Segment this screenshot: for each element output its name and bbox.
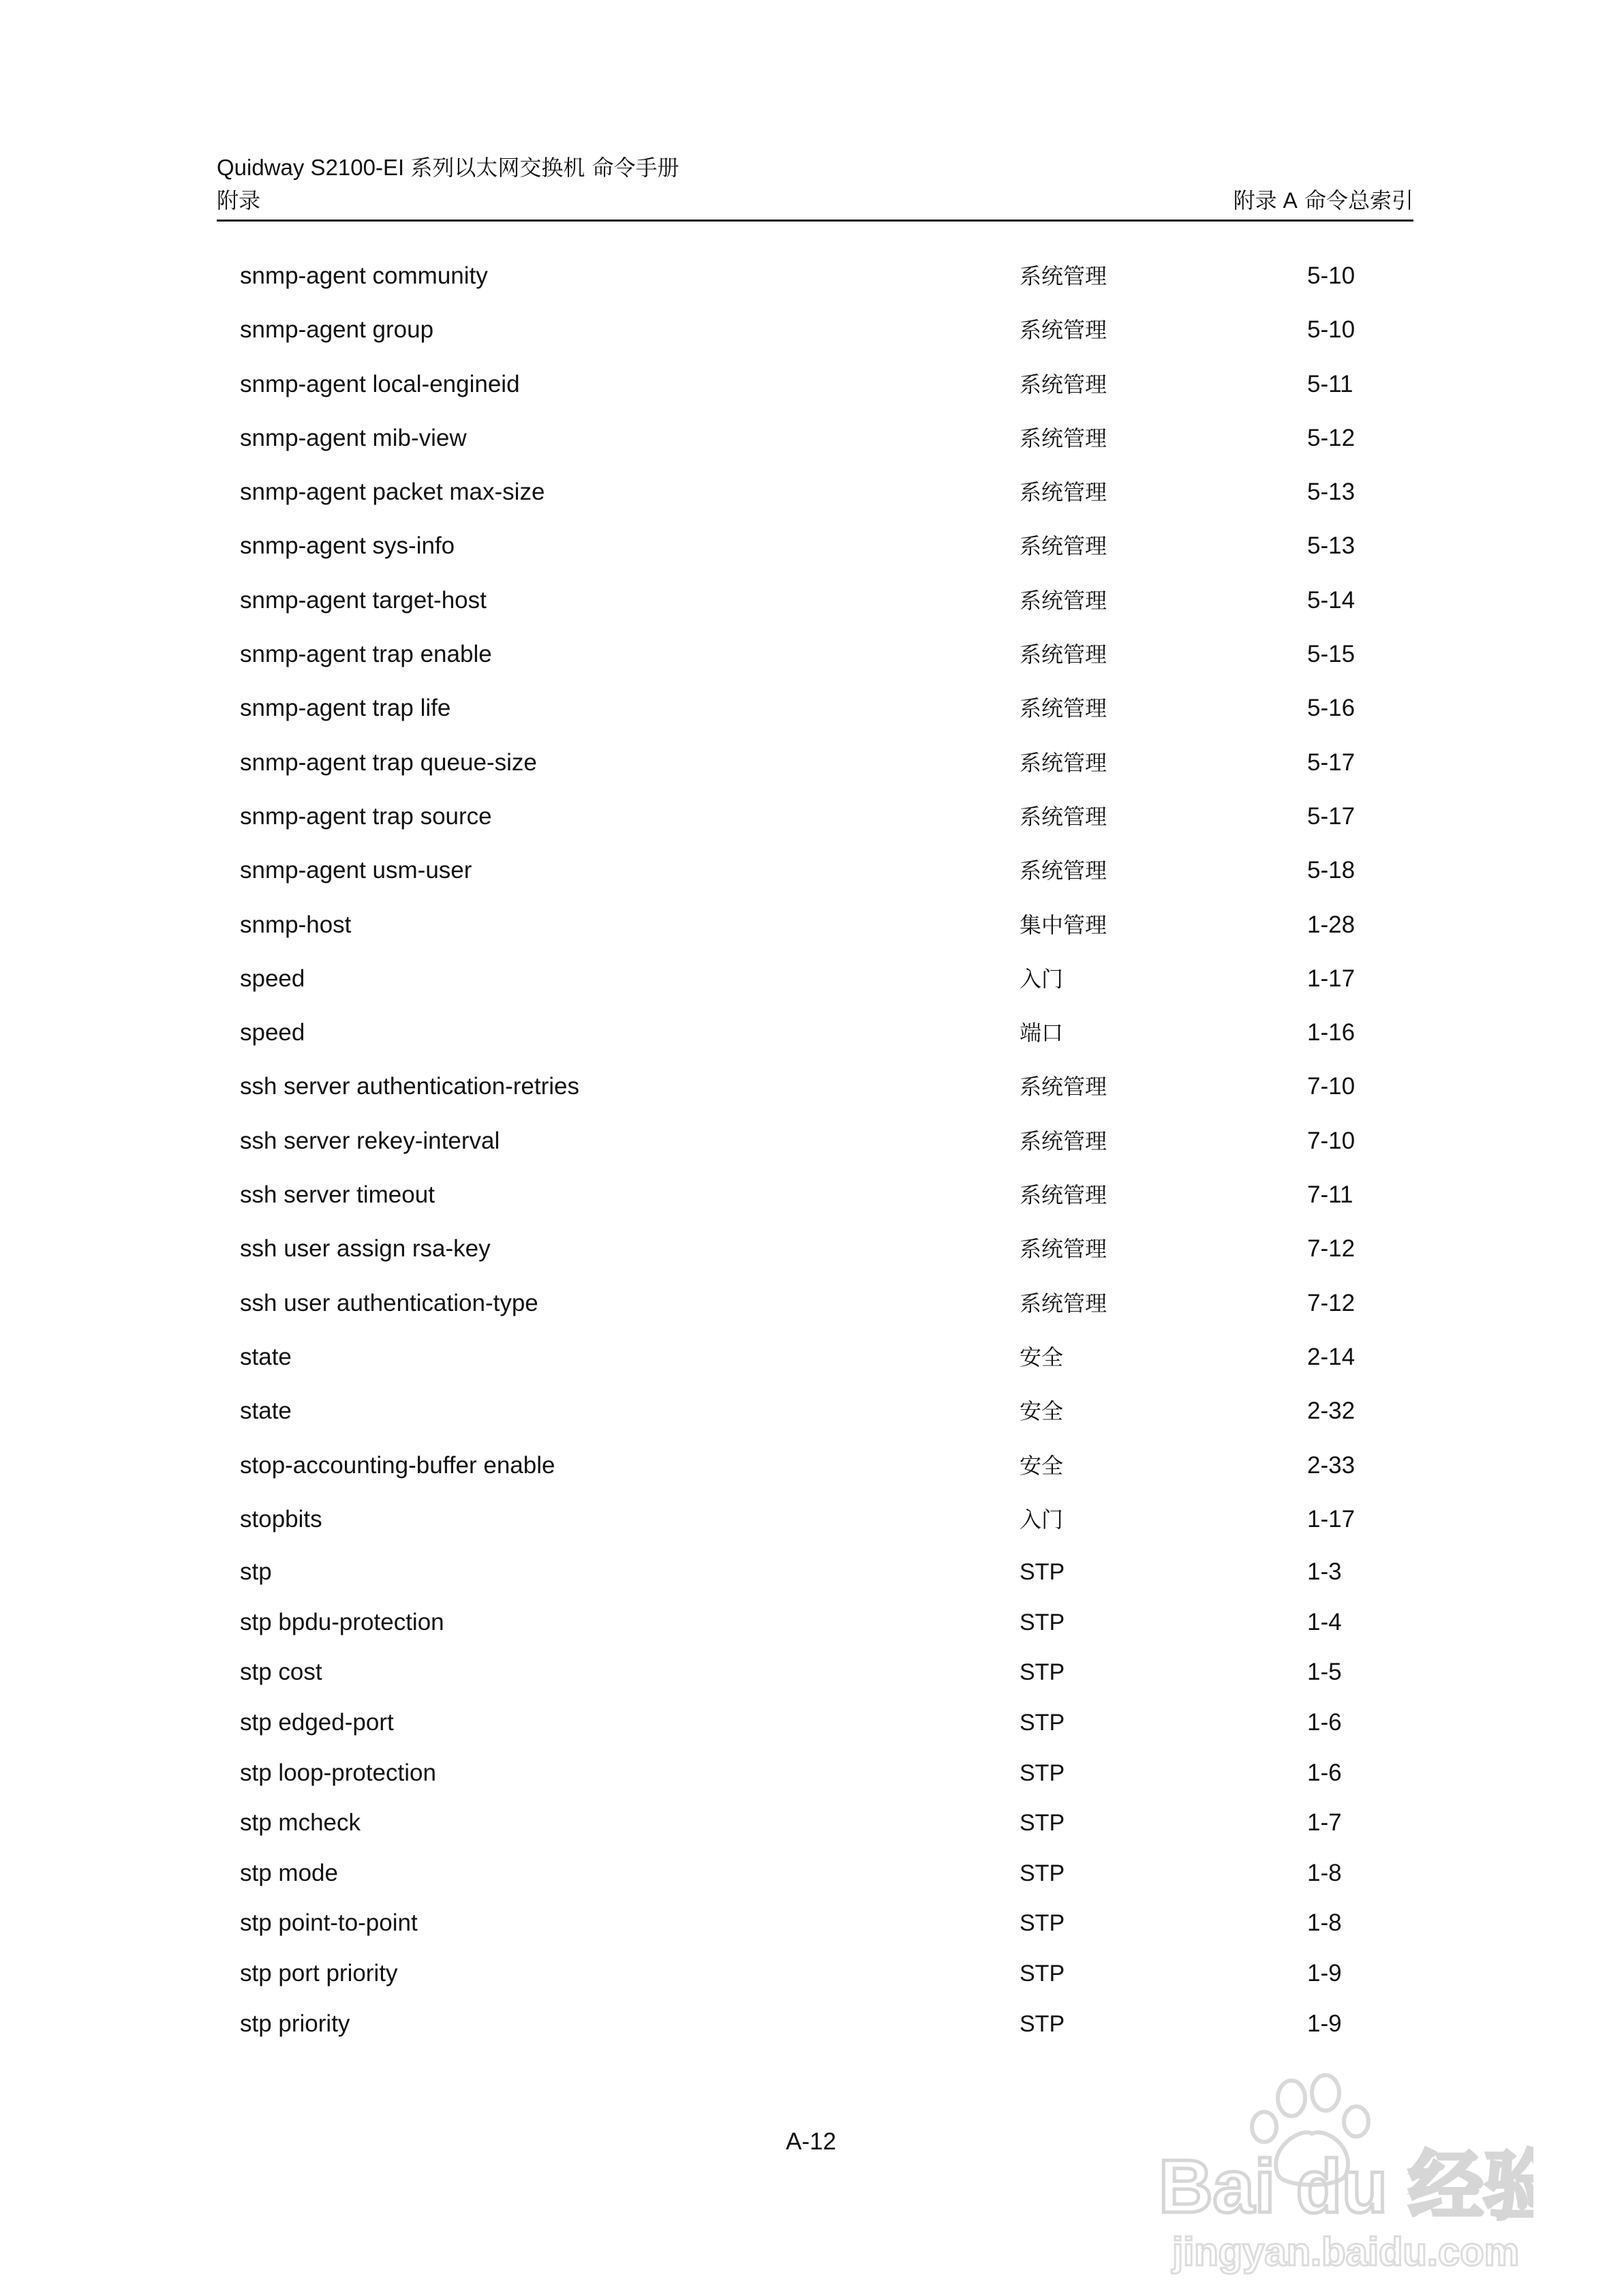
command-category: 端口 bbox=[1020, 1020, 1064, 1046]
command-category: 系统管理 bbox=[1020, 1236, 1107, 1262]
table-row bbox=[240, 1655, 1398, 1689]
command-category: 系统管理 bbox=[1020, 1182, 1107, 1208]
command-category: 系统管理 bbox=[1020, 1290, 1107, 1316]
page-reference: 5-10 bbox=[1307, 316, 1356, 343]
command-name: ssh server authentication-retries bbox=[240, 1073, 579, 1100]
table-row bbox=[240, 1394, 1398, 1428]
command-category: 系统管理 bbox=[1020, 372, 1107, 397]
command-category: 系统管理 bbox=[1020, 263, 1107, 289]
command-category: STP bbox=[1020, 2011, 1065, 2037]
table-row bbox=[240, 1555, 1398, 1589]
command-name: speed bbox=[240, 1019, 305, 1046]
page-reference: 1-3 bbox=[1307, 1558, 1342, 1585]
command-name: snmp-agent trap source bbox=[240, 803, 492, 830]
command-name: ssh server rekey-interval bbox=[240, 1128, 500, 1154]
command-category: 集中管理 bbox=[1020, 912, 1107, 938]
page-number: A-12 bbox=[786, 2128, 836, 2155]
page-reference: 7-10 bbox=[1307, 1073, 1356, 1100]
table-row bbox=[240, 1806, 1398, 1840]
page-reference: 1-17 bbox=[1307, 965, 1356, 992]
table-row bbox=[240, 313, 1398, 347]
command-name: stp bpdu-protection bbox=[240, 1609, 444, 1635]
command-name: snmp-agent sys-info bbox=[240, 532, 455, 559]
command-category: 安全 bbox=[1020, 1453, 1064, 1479]
command-category: STP bbox=[1020, 1559, 1065, 1585]
command-category: STP bbox=[1020, 1760, 1065, 1786]
page-reference: 1-9 bbox=[1307, 1960, 1342, 1987]
page-header bbox=[217, 154, 1413, 222]
baidu-jingyan-watermark bbox=[1152, 2072, 1533, 2277]
page-reference: 5-13 bbox=[1307, 479, 1356, 505]
command-name: snmp-agent group bbox=[240, 316, 434, 343]
page-reference: 1-4 bbox=[1307, 1609, 1342, 1635]
page-reference: 5-17 bbox=[1307, 749, 1356, 776]
baidu-paw-logo bbox=[1152, 2072, 1533, 2277]
command-category: STP bbox=[1020, 1961, 1065, 1987]
command-category: STP bbox=[1020, 1659, 1065, 1685]
table-row bbox=[240, 1449, 1398, 1483]
command-name: snmp-agent usm-user bbox=[240, 857, 472, 883]
command-name: state bbox=[240, 1398, 292, 1424]
page-reference: 1-8 bbox=[1307, 1860, 1342, 1886]
table-row bbox=[240, 259, 1398, 293]
command-category: 安全 bbox=[1020, 1344, 1064, 1370]
table-row bbox=[240, 1706, 1398, 1740]
command-category: 入门 bbox=[1020, 1507, 1064, 1532]
page-reference: 7-12 bbox=[1307, 1290, 1356, 1316]
table-row bbox=[240, 584, 1398, 618]
page-reference: 2-14 bbox=[1307, 1344, 1356, 1370]
table-row bbox=[240, 1856, 1398, 1890]
table-row bbox=[240, 1286, 1398, 1320]
table-row bbox=[240, 962, 1398, 996]
watermark-brand: Bai du 经验 bbox=[1159, 2145, 1533, 2229]
page-reference: 1-28 bbox=[1307, 911, 1356, 938]
table-row bbox=[240, 1502, 1398, 1537]
command-category: STP bbox=[1020, 1860, 1065, 1886]
table-row bbox=[240, 421, 1398, 455]
command-name: stopbits bbox=[240, 1506, 322, 1532]
page-reference: 5-13 bbox=[1307, 532, 1356, 559]
command-name: ssh user authentication-type bbox=[240, 1290, 538, 1316]
page-reference: 2-32 bbox=[1307, 1398, 1356, 1424]
manual-title-cn: 系列以太网交换机 命令手册 bbox=[410, 155, 679, 181]
table-row bbox=[240, 475, 1398, 509]
appendix-name: 命令总索引 bbox=[1297, 187, 1413, 213]
command-category: STP bbox=[1020, 1710, 1065, 1736]
page-reference: 1-8 bbox=[1307, 1909, 1342, 1936]
command-category: 系统管理 bbox=[1020, 1128, 1107, 1154]
page-reference: 1-6 bbox=[1307, 1759, 1342, 1786]
command-name: stp priority bbox=[240, 2010, 350, 2037]
command-category: 系统管理 bbox=[1020, 479, 1107, 505]
command-name: ssh server timeout bbox=[240, 1181, 435, 1208]
command-name: speed bbox=[240, 965, 305, 992]
command-name: stp bbox=[240, 1558, 272, 1585]
watermark-url: jingyan.baidu.com bbox=[1172, 2230, 1520, 2274]
table-row bbox=[240, 1070, 1398, 1104]
table-row bbox=[240, 691, 1398, 725]
table-row bbox=[240, 746, 1398, 780]
command-category: 安全 bbox=[1020, 1398, 1064, 1424]
command-category: 系统管理 bbox=[1020, 750, 1107, 776]
page-reference: 1-7 bbox=[1307, 1809, 1342, 1836]
page-reference: 5-16 bbox=[1307, 695, 1356, 721]
command-name: stp point-to-point bbox=[240, 1909, 418, 1936]
command-category: STP bbox=[1020, 1610, 1065, 1635]
command-category: 系统管理 bbox=[1020, 804, 1107, 830]
table-row bbox=[240, 1605, 1398, 1640]
command-category: 系统管理 bbox=[1020, 588, 1107, 614]
command-name: snmp-host bbox=[240, 911, 352, 938]
table-row bbox=[240, 854, 1398, 888]
table-row bbox=[240, 908, 1398, 942]
command-name: snmp-agent trap enable bbox=[240, 641, 492, 667]
command-name: ssh user assign rsa-key bbox=[240, 1235, 491, 1262]
command-category: 入门 bbox=[1020, 966, 1064, 992]
manual-title-latin: Quidway S2100-EI bbox=[217, 155, 411, 180]
command-name: snmp-agent packet max-size bbox=[240, 479, 545, 505]
page-reference: 7-12 bbox=[1307, 1235, 1356, 1262]
page-reference: 5-11 bbox=[1307, 371, 1353, 397]
table-row bbox=[240, 529, 1398, 563]
command-name: stp mcheck bbox=[240, 1809, 361, 1836]
command-name: stp cost bbox=[240, 1659, 322, 1685]
table-row bbox=[240, 2007, 1398, 2041]
command-category: 系统管理 bbox=[1020, 425, 1107, 451]
command-category: 系统管理 bbox=[1020, 317, 1107, 343]
table-row bbox=[240, 800, 1398, 834]
page-reference: 1-17 bbox=[1307, 1506, 1356, 1532]
table-row bbox=[240, 1957, 1398, 1991]
command-category: 系统管理 bbox=[1020, 858, 1107, 883]
page-reference: 5-17 bbox=[1307, 803, 1356, 830]
table-row bbox=[240, 1178, 1398, 1212]
appendix-id: 附录 A bbox=[1233, 188, 1298, 213]
command-category: 系统管理 bbox=[1020, 533, 1107, 559]
command-name: stp loop-protection bbox=[240, 1759, 436, 1786]
command-name: snmp-agent trap life bbox=[240, 695, 451, 721]
page-reference: 1-5 bbox=[1307, 1659, 1342, 1685]
page-reference: 7-10 bbox=[1307, 1128, 1356, 1154]
manual-title bbox=[217, 154, 679, 181]
command-name: snmp-agent local-engineid bbox=[240, 371, 520, 397]
command-name: stp mode bbox=[240, 1860, 338, 1886]
command-name: state bbox=[240, 1344, 292, 1370]
table-row bbox=[240, 637, 1398, 671]
section-label: 附录 bbox=[217, 187, 261, 213]
page-reference: 5-10 bbox=[1307, 262, 1356, 289]
command-name: snmp-agent community bbox=[240, 262, 488, 289]
page-reference: 1-9 bbox=[1307, 2010, 1342, 2037]
command-category: 系统管理 bbox=[1020, 641, 1107, 667]
command-name: stp port priority bbox=[240, 1960, 398, 1987]
appendix-label bbox=[1234, 187, 1413, 214]
page-reference: 2-33 bbox=[1307, 1452, 1356, 1479]
command-name: snmp-agent target-host bbox=[240, 587, 487, 614]
page-reference: 1-6 bbox=[1307, 1709, 1342, 1736]
page-reference: 1-16 bbox=[1307, 1019, 1356, 1046]
command-category: 系统管理 bbox=[1020, 1074, 1107, 1100]
command-name: snmp-agent mib-view bbox=[240, 425, 467, 451]
header-rule bbox=[217, 220, 1413, 222]
table-row bbox=[240, 1340, 1398, 1374]
table-row bbox=[240, 367, 1398, 402]
page-reference: 5-14 bbox=[1307, 587, 1356, 614]
command-category: STP bbox=[1020, 1910, 1065, 1936]
command-name: snmp-agent trap queue-size bbox=[240, 749, 537, 776]
table-row bbox=[240, 1906, 1398, 1940]
page-reference: 5-12 bbox=[1307, 425, 1356, 451]
command-name: stp edged-port bbox=[240, 1709, 394, 1736]
page-reference: 7-11 bbox=[1307, 1181, 1353, 1208]
page-reference: 5-18 bbox=[1307, 857, 1356, 883]
command-category: 系统管理 bbox=[1020, 695, 1107, 721]
command-name: stop-accounting-buffer enable bbox=[240, 1452, 555, 1479]
table-row bbox=[240, 1124, 1398, 1158]
table-row bbox=[240, 1016, 1398, 1050]
command-category: STP bbox=[1020, 1810, 1065, 1836]
page-reference: 5-15 bbox=[1307, 641, 1356, 667]
table-row bbox=[240, 1756, 1398, 1790]
table-row bbox=[240, 1232, 1398, 1266]
